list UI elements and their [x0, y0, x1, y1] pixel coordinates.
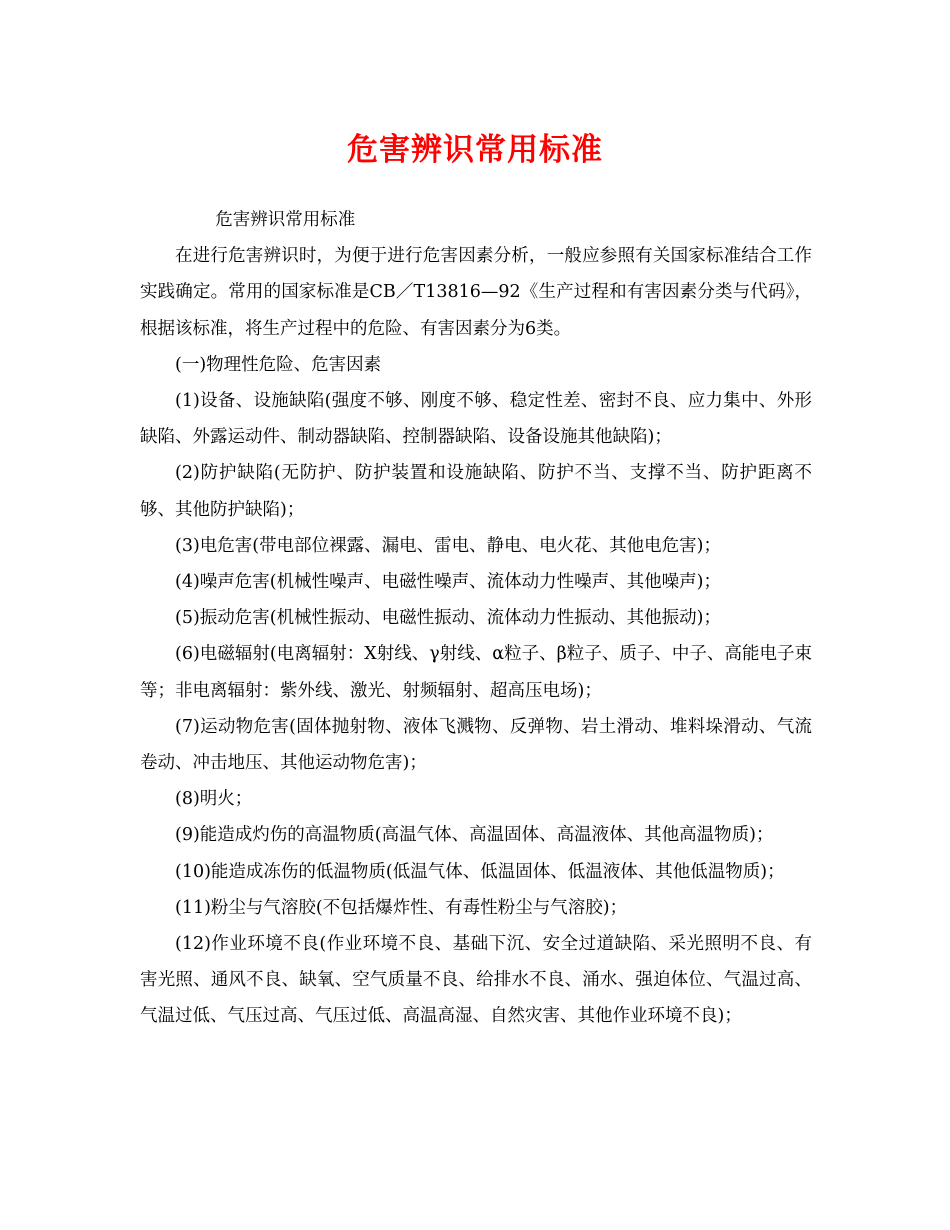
document-body: [140, 202, 812, 1035]
list-item: (9)能造成灼伤的高温物质(高温气体、高温固体、高温液体、其他高温物质)；: [175, 825, 774, 846]
list-item: (11)粉尘与气溶胶(不包括爆炸性、有毒性粉尘与气溶胶)；: [175, 897, 628, 918]
list-item: (7)运动物危害(固体抛射物、液体飞溅物、反弹物、岩土滑动、堆料垛滑动、气流卷动、冲击地压、其他运动物危害)；: [140, 716, 812, 774]
list-item: (12)作业环境不良(作业环境不良、基础下沉、安全过道缺陷、采光照明不良、有害光照、通风不良、缺氧、空气质量不良、给排水不良、涌水、强迫体位、气温过高、气温过低、气压过高、气压过低、高温高湿、自然灾害、其他作业环境不良)；: [140, 934, 812, 1027]
list-item: (3)电危害(带电部位裸露、漏电、雷电、静电、电火花、其他电危害)；: [175, 535, 721, 556]
list-item: (5)振动危害(机械性振动、电磁性振动、流体动力性振动、其他振动)；: [175, 608, 721, 629]
list-item: (1)设备、设施缺陷(强度不够、刚度不够、稳定性差、密封不良、应力集中、外形缺陷、外露运动件、制动器缺陷、控制器缺陷、设备设施其他缺陷)；: [140, 391, 812, 448]
list-item: (6)电磁辐射(电离辐射：X射线、γ射线、α粒子、β粒子、质子、中子、高能电子束等；非电离辐射：紫外线、激光、射频辐射、超高压电场)；: [140, 644, 812, 701]
subtitle-paragraph: 危害辨识常用标准: [215, 210, 356, 230]
list-item: (4)噪声危害(机械性噪声、电磁性噪声、流体动力性噪声、其他噪声)；: [175, 572, 721, 593]
list-item: (10)能造成冻伤的低温物质(低温气体、低温固体、低温液体、其他低温物质)；: [175, 861, 785, 882]
intro-paragraph: 在进行危害辨识时，为便于进行危害因素分析，一般应参照有关国家标准结合工作实践确定。常用的国家标准是CB／T13816—92《生产过程和有害因素分类与代码》，根据该标准，将生产过程中的危险、有害因素分为6类。: [140, 246, 812, 339]
list-item: (2)防护缺陷(无防护、防护装置和设施缺陷、防护不当、支撑不当、防护距离不够、其他防护缺陷)；: [140, 463, 812, 520]
list-item: (8)明火；: [175, 789, 253, 810]
section-heading-physical: (一)物理性危险、危害因素: [175, 354, 382, 375]
document-title: 危害辨识常用标准: [347, 132, 603, 168]
